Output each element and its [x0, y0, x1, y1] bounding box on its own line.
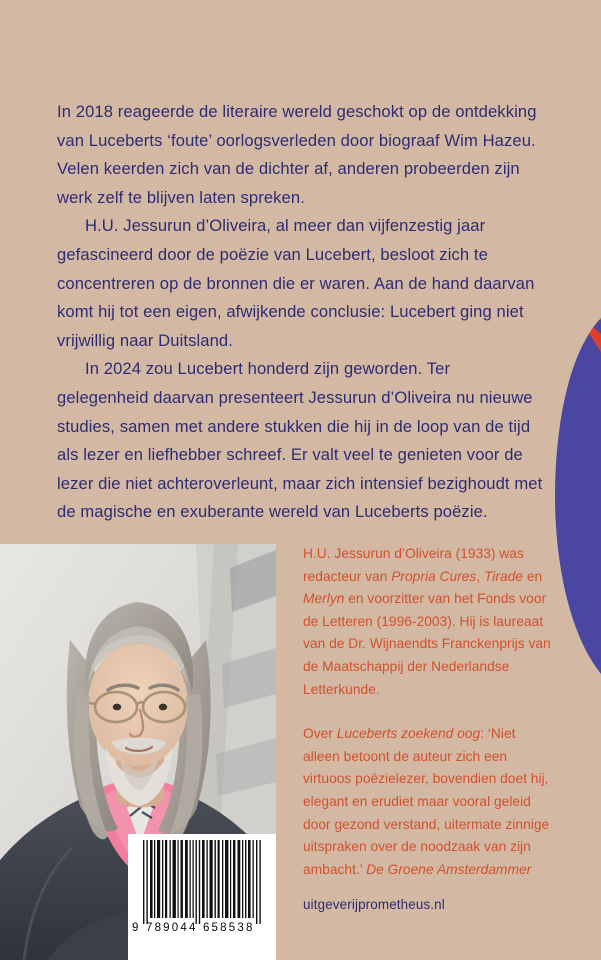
side-column — [303, 543, 551, 881]
bio-text-2: , — [476, 568, 484, 584]
decorative-lens-shape — [555, 318, 601, 674]
bio-text-4: en voorzitter van het Fonds voor de Letteren (1996-2003). Hij is laureaat van de Dr. Wijnaendts Franckenprijs van de Maatschappij der Nederlandse Letterkunde. — [303, 591, 551, 697]
isbn-barcode — [128, 834, 276, 960]
review-intro: Over — [303, 726, 337, 742]
review-book-title: Luceberts zoekend oog — [336, 726, 481, 742]
publisher-website[interactable]: uitgeverijprometheus.nl — [303, 897, 445, 912]
review-body: : ‘Niet alleen betoont de auteur zich een virtuoos poëzielezer, bovendien doet hij, elegant en erudiet maar vooral geleid door gezond verstand, uitermate zinnige uitspraken over de noodzaak van zijn ambacht.’ — [303, 726, 550, 877]
barcode-digits: 9 789044 658538 — [132, 922, 255, 934]
barcode-bars — [141, 840, 265, 924]
back-cover-blurb — [57, 98, 543, 527]
bio-text-1: H.U. Jessurun d’Oliveira (1933) was redacteur van — [303, 546, 524, 584]
blurb-paragraph-2: H.U. Jessurun d’Oliveira, al meer dan vijfenzestig jaar gefascineerd door de poëzie van Lucebert, besloot zich te concentreren op de bronnen die er waren. Aan de hand daarvan komt hij tot een eigen, afwijkende conclusie: Lucebert ging niet vrijwillig naar Duitsland. — [57, 216, 535, 350]
bio-text-3: en — [523, 568, 543, 584]
author-bio — [303, 543, 551, 701]
blurb-paragraph-3: In 2024 zou Lucebert honderd zijn geworden. Ter gelegenheid daarvan presenteert Jessurun d’Oliveira nu nieuwe studies, samen met andere stukken die hij in de loop van de tijd als lezer en liefhebber schreef. Er valt veel te genieten voor de lezer die niet achteroverleunt, maar zich intensief bezighoudt met de magische en exuberante wereld van Luceberts poëzie. — [57, 359, 543, 522]
blurb-paragraph-1: In 2018 reageerde de literaire wereld geschokt op de ontdekking van Luceberts ‘foute’ oorlogsverleden door biograaf Wim Hazeu. Velen keerden zich van de dichter af, anderen probeerden zijn werk zelf te blijven laten spreken. — [57, 102, 537, 207]
review-quote — [303, 723, 551, 881]
review-source: De Groene Amsterdammer — [366, 861, 532, 877]
bio-italic-tirade: Tirade — [484, 568, 523, 584]
bio-italic-propria-cures: Propria Cures — [391, 568, 477, 584]
bio-italic-merlyn: Merlyn — [303, 591, 345, 607]
